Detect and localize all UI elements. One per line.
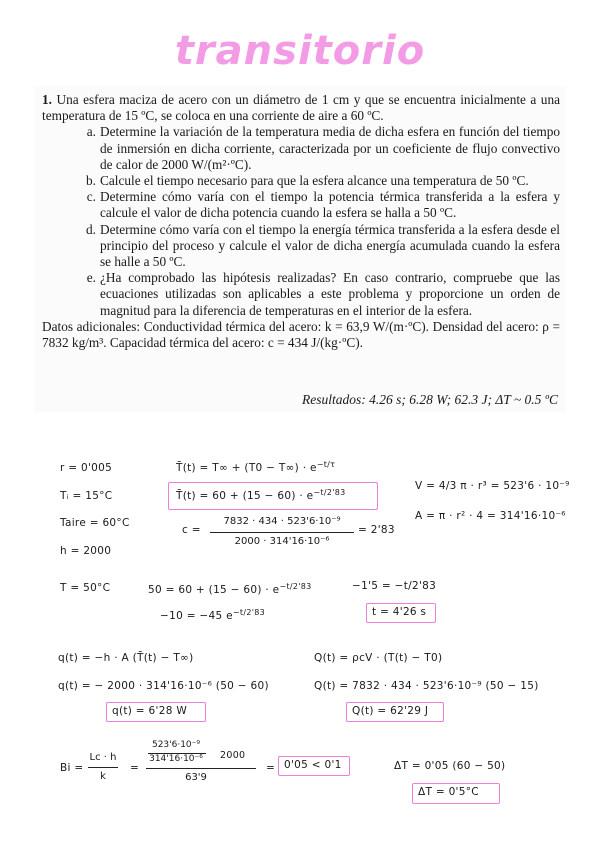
note-c-numerator: 7832 · 434 · 523'6·10⁻⁹ bbox=[223, 516, 341, 527]
note-bi-k: 63'9 bbox=[185, 772, 207, 783]
additional-data: Datos adicionales: Conductividad térmica del acero: k = 63,9 W/(m·ºC). Densidad del acero: ρ = 7832 kg/m³. Capacidad térmica del acero: c = 434 J/(kg·ºC). bbox=[42, 318, 560, 351]
problem-text bbox=[42, 92, 560, 351]
note-q-general: q(t) = −h · A (T̄(t) − T∞) bbox=[58, 652, 194, 664]
note-Q-general: Q(t) = ρcV · (T(t) − T0) bbox=[314, 652, 443, 664]
note-Q-specific: Q(t) = 7832 · 434 · 523'6·10⁻⁹ (50 − 15) bbox=[314, 680, 539, 692]
item-b: b. Calcule el tiempo necesario para que la esfera alcance una temperatura de 50 ºC. bbox=[96, 173, 560, 189]
note-q-result: q(t) = 6'28 W bbox=[112, 705, 187, 717]
note-dt-calc: ΔT = 0'05 (60 − 50) bbox=[394, 760, 506, 772]
problem-items bbox=[42, 124, 560, 318]
note-bi-equals: = bbox=[130, 762, 140, 774]
note-tbar-general: T̄(t) = $T\infty + (T0 - T\infty) \cdot e^{-t/\tau}$ bbox=[176, 460, 336, 474]
note-Q-result: Q(t) = 62'29 J bbox=[352, 705, 429, 717]
note-t-result: t = 4'26 s bbox=[372, 606, 427, 618]
note-h: h = 2000 bbox=[60, 545, 112, 557]
problem-statement bbox=[34, 86, 566, 412]
item-d: d. Determine cómo varía con el tiempo la energía térmica transferida a la esfera desde el principio del proceso y calcule el valor de dicha energía acumulada cuando la esfera se halle a 50 ºC. bbox=[96, 222, 560, 271]
note-air-temp: Taire = 60°C bbox=[60, 517, 130, 529]
note-q-specific: q(t) = − 2000 · 314'16·10⁻⁶ (50 − 60) bbox=[58, 680, 269, 692]
note-bi-times: 2000 bbox=[220, 750, 246, 761]
note-eq3: −1'5 = −t/2'83 bbox=[352, 580, 437, 592]
note-bi-lhs: Bi = bbox=[60, 762, 84, 774]
note-eq1: $50 = 60 + (15 - 60) \cdot e^{-t/2'83}$ bbox=[148, 582, 312, 596]
note-bi-frac-den: k bbox=[100, 771, 106, 782]
problem-intro: Una esfera maciza de acero con un diámetro de 1 cm y que se encuentra inicialmente a una temperatura de 15 ºC, se coloca en una corriente de aire a 60 ºC. bbox=[42, 92, 560, 124]
note-eq2: −10 = −45 $e^{-t/2'83}$ bbox=[160, 608, 265, 622]
bi-fraction-line bbox=[88, 767, 118, 768]
note-bi-inner-num: 523'6·10⁻⁹ bbox=[151, 740, 201, 750]
note-target-temp: T = 50°C bbox=[60, 582, 111, 594]
note-bi-frac-num: Lc · h bbox=[89, 752, 117, 763]
note-c-lhs: c = bbox=[182, 524, 201, 536]
note-area: A = π · r² · 4 = 314'16·10⁻⁶ bbox=[415, 510, 566, 522]
c-fraction-line bbox=[210, 532, 354, 533]
page-title: transitorio bbox=[174, 28, 426, 74]
note-bi-result: 0'05 < 0'1 bbox=[284, 759, 342, 771]
bi-main-line bbox=[146, 768, 256, 769]
item-e: e. ¿Ha comprobado las hipótesis realizadas? En caso contrario, compruebe que las ecuaciones utilizadas son aplicables a este problema y proporcione un orden de magnitud para la diferencia de temperaturas en el interior de la esfera. bbox=[96, 270, 560, 319]
note-c-result: = 2'83 bbox=[358, 524, 395, 536]
note-bi-equals-2: = bbox=[266, 762, 276, 774]
problem-number: 1. bbox=[42, 92, 52, 107]
results-line: Resultados: 4.26 s; 6.28 W; 62.3 J; ΔT ~ 0.5 ºC bbox=[301, 392, 558, 407]
note-radius: r = 0'005 bbox=[60, 462, 113, 474]
note-volume: V = 4/3 π · r³ = 523'6 · 10⁻⁹ bbox=[415, 480, 570, 492]
note-bi-inner-den: 314'16·10⁻⁶ bbox=[149, 754, 203, 764]
note-c-denominator: 2000 · 314'16·10⁻⁶ bbox=[234, 536, 330, 547]
note-tbar-specific: T̄(t) = $60 + (15 - 60) \cdot e^{-t/2'83}$ bbox=[176, 488, 346, 502]
note-initial-temp: Tᵢ = 15°C bbox=[60, 490, 113, 502]
item-a: a. Determine la variación de la temperatura media de dicha esfera en función del tiempo de inmersión en dicha corriente, caracterizada por un coeficiente de flujo convectivo de calor de 2000 W/(m²·ºC). bbox=[96, 124, 560, 173]
item-c: c. Determine cómo varía con el tiempo la potencia térmica transferida a la esfera y calcule el valor de dicha potencia cuando la esfera se halla a 50 ºC. bbox=[96, 189, 560, 221]
note-dt-result: ΔT = 0'5°C bbox=[418, 786, 479, 798]
